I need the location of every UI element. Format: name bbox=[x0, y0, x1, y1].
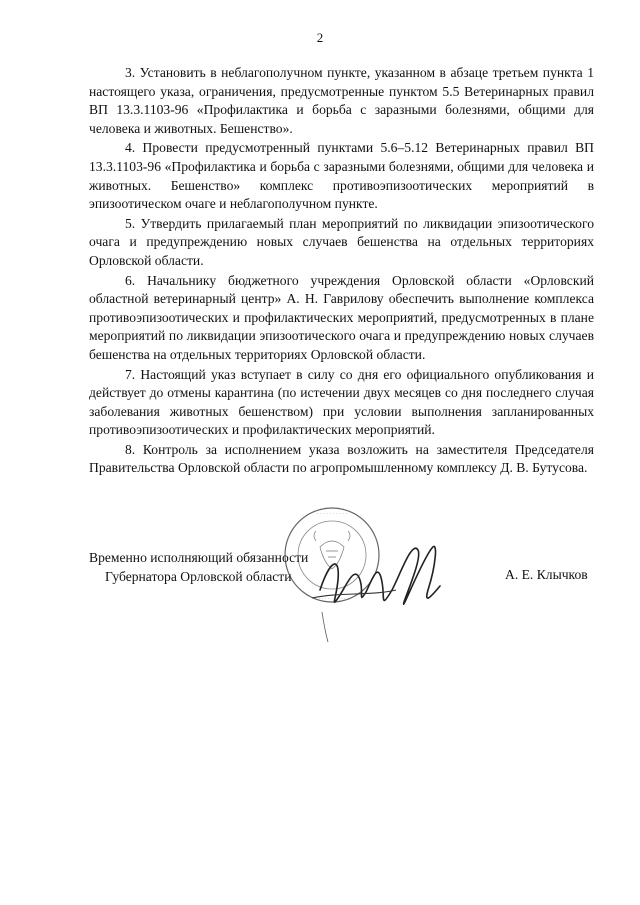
svg-text:· · · · · · · · · ·: · · · · · · · · · · bbox=[316, 511, 348, 517]
document-body bbox=[89, 64, 594, 479]
paragraph-7: 7. Настоящий указ вступает в силу со дня его официального опубликования и действует до отмены карантина (по истечении двух месяцев со дня последнего случая заболевания животных бешенством) при условии выполнения запланированных противоэпизоотических и профилактических мероприятий. bbox=[89, 366, 594, 438]
paragraph-8: 8. Контроль за исполнением указа возложить на заместителя Председателя Правительства Орловской области по агропромышленному комплексу Д. В. Бутусова. bbox=[89, 441, 594, 476]
handwritten-signature bbox=[300, 520, 450, 645]
signatory-title-line1: Временно исполняющий обязанности bbox=[89, 550, 309, 565]
svg-text:· · · · · · · · ·: · · · · · · · · · bbox=[318, 596, 346, 602]
signatory-title bbox=[89, 548, 308, 586]
signatory-title-line2: Губернатора Орловской области bbox=[105, 569, 292, 584]
page-number: 2 bbox=[316, 30, 324, 45]
paragraph-3: 3. Установить в неблагополучном пункте, указанном в абзаце третьем пункта 1 настоящего указа, ограничения, предусмотренные пунктом 5.5 Ветеринарных правил ВП 13.3.1103-96 «Профилактика и борьба с заразными болезнями, общими для человека и животных. Бешенство». bbox=[89, 65, 594, 136]
paragraph-6: 6. Начальнику бюджетного учреждения Орловской области «Орловский областной ветеринарный центр» А. Н. Гаврилову обеспечить выполнение комплекса противоэпизоотических и профилактических мероприятий, предусмотренных в плане мероприятий по ликвидации эпизоотического очага и предупреждению новых случаев бешенства на отдельных территориях Орловской области. bbox=[89, 272, 594, 362]
paragraph-4: 4. Провести предусмотренный пунктами 5.6–5.12 Ветеринарных правил ВП 13.3.1103-96 «Профилактика и борьба с заразными болезнями, общими для человека и животных. Бешенство» комплекс противоэпизоотических мероприятий в эпизоотическом очаге и неблагополучном пункте. bbox=[89, 140, 594, 212]
paragraph-5: 5. Утвердить прилагаемый план мероприятий по ликвидации эпизоотического очага и предупреждению новых случаев бешенства на отдельных территориях Орловской области. bbox=[89, 215, 594, 268]
signatory-name: А. Е. Клычков bbox=[505, 567, 588, 582]
